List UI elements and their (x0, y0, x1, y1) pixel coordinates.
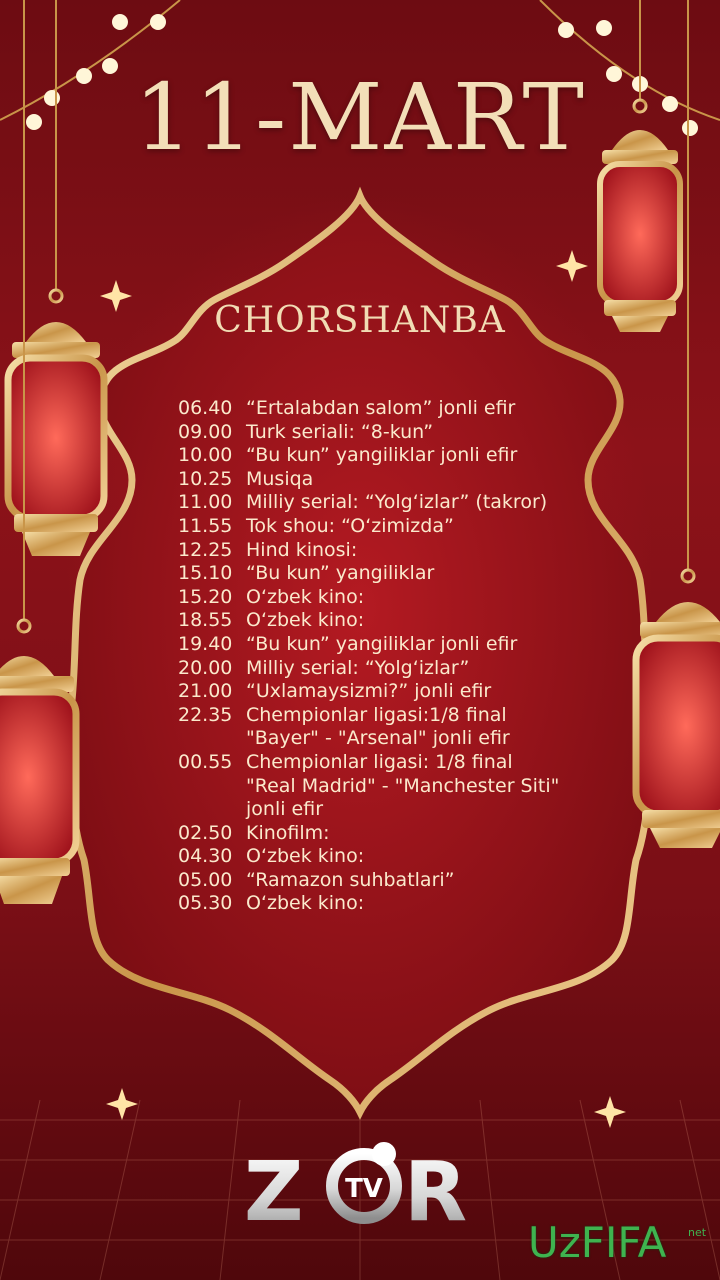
program-time: 21.00 (178, 680, 233, 703)
program-time: 11.00 (178, 491, 233, 514)
schedule-row (178, 751, 598, 822)
uzfifa-watermark: UzFIFA (528, 1218, 667, 1267)
schedule-row (178, 657, 598, 681)
program-title (246, 444, 598, 468)
schedule-row (178, 397, 598, 421)
program-time: 09.00 (178, 420, 233, 443)
logo-tv: TV (345, 1174, 383, 1204)
schedule-row (178, 586, 598, 610)
program-title (246, 539, 598, 563)
schedule-row (178, 491, 598, 515)
program-time: 20.00 (178, 656, 233, 679)
program-time: 19.40 (178, 632, 233, 655)
schedule-row (178, 869, 598, 893)
watermark-suffix: net (688, 1226, 707, 1239)
program-time: 11.55 (178, 514, 233, 537)
weekday-title: CHORSHANBA (214, 300, 506, 341)
program-title (246, 397, 598, 421)
program-title-line: “Bu kun” yangiliklar jonli efir (246, 444, 518, 467)
zor-tv-logo (244, 1140, 484, 1230)
program-title (246, 822, 598, 846)
program-title-line: “Ertalabdan salom” jonli efir (246, 397, 516, 419)
program-title (246, 491, 598, 515)
program-title (246, 421, 598, 445)
date-title: 11-MART (134, 64, 586, 171)
program-title-line: Turk seriali: “8-kun” (246, 420, 434, 443)
schedule-row (178, 562, 598, 586)
program-title-line: Milliy serial: “Yolg‘izlar” (246, 656, 470, 679)
schedule-row (178, 892, 598, 916)
program-title-line: O‘zbek kino: (246, 845, 365, 868)
program-time: 05.30 (178, 892, 233, 915)
program-title-line: Hind kinosi: (246, 538, 358, 561)
program-title-line: Chempionlar ligasi:1/8 final (246, 703, 507, 726)
program-title (246, 704, 598, 751)
schedule-row (178, 444, 598, 468)
program-title (246, 515, 598, 539)
program-title (246, 468, 598, 492)
program-title (246, 845, 598, 869)
schedule-row (178, 539, 598, 563)
program-time: 22.35 (178, 703, 233, 726)
program-time: 02.50 (178, 821, 233, 844)
program-time: 12.25 (178, 538, 233, 561)
program-title (246, 869, 598, 893)
program-time: 10.00 (178, 444, 233, 467)
program-title (246, 633, 598, 657)
program-time: 00.55 (178, 750, 233, 773)
program-title-line: “Bu kun” yangiliklar jonli efir (246, 632, 518, 655)
schedule-row (178, 680, 598, 704)
program-time: 15.20 (178, 585, 233, 608)
program-title-line: “Ramazon suhbatlari” (246, 868, 455, 891)
program-title-line: Musiqa (246, 467, 314, 490)
logo-letter-z: Z (244, 1145, 304, 1230)
schedule-row (178, 633, 598, 657)
schedule-row (178, 609, 598, 633)
program-title-line: O‘zbek kino: (246, 585, 365, 608)
program-title-line: Chempionlar ligasi: 1/8 final (246, 750, 513, 773)
program-title-line: “Bu kun” yangiliklar (246, 562, 435, 585)
program-title-line: O‘zbek kino: (246, 892, 365, 915)
schedule-row (178, 822, 598, 846)
schedule-list (178, 397, 598, 916)
schedule-row (178, 421, 598, 445)
program-title (246, 892, 598, 916)
program-time: 05.00 (178, 868, 233, 891)
logo-dot (372, 1142, 396, 1166)
program-title-line: Tok shou: “O‘zimizda” (246, 514, 454, 537)
program-title-line: “Uxlamaysizmi?” jonli efir (246, 680, 492, 703)
program-title (246, 680, 598, 704)
program-title (246, 751, 598, 822)
program-time: 10.25 (178, 467, 233, 490)
program-title-line: "Bayer" - "Arsenal" jonli efir (246, 727, 510, 750)
program-title-line: Kinofilm: (246, 821, 330, 844)
program-title (246, 562, 598, 586)
program-time: 04.30 (178, 845, 233, 868)
schedule-row (178, 704, 598, 751)
program-time: 15.10 (178, 562, 233, 585)
program-title (246, 657, 598, 681)
program-title-line: O‘zbek kino: (246, 609, 365, 632)
program-time: 18.55 (178, 609, 233, 632)
schedule-row (178, 845, 598, 869)
program-title-line: Milliy serial: “Yolg‘izlar” (takror) (246, 491, 548, 514)
logo-letter-r: R (404, 1145, 468, 1230)
program-title-line: "Real Madrid" - "Manchester Siti" (246, 774, 560, 797)
program-title (246, 609, 598, 633)
schedule-row (178, 515, 598, 539)
program-title (246, 586, 598, 610)
program-title-line: jonli efir (246, 798, 324, 821)
program-time: 06.40 (178, 397, 233, 419)
schedule-row (178, 468, 598, 492)
